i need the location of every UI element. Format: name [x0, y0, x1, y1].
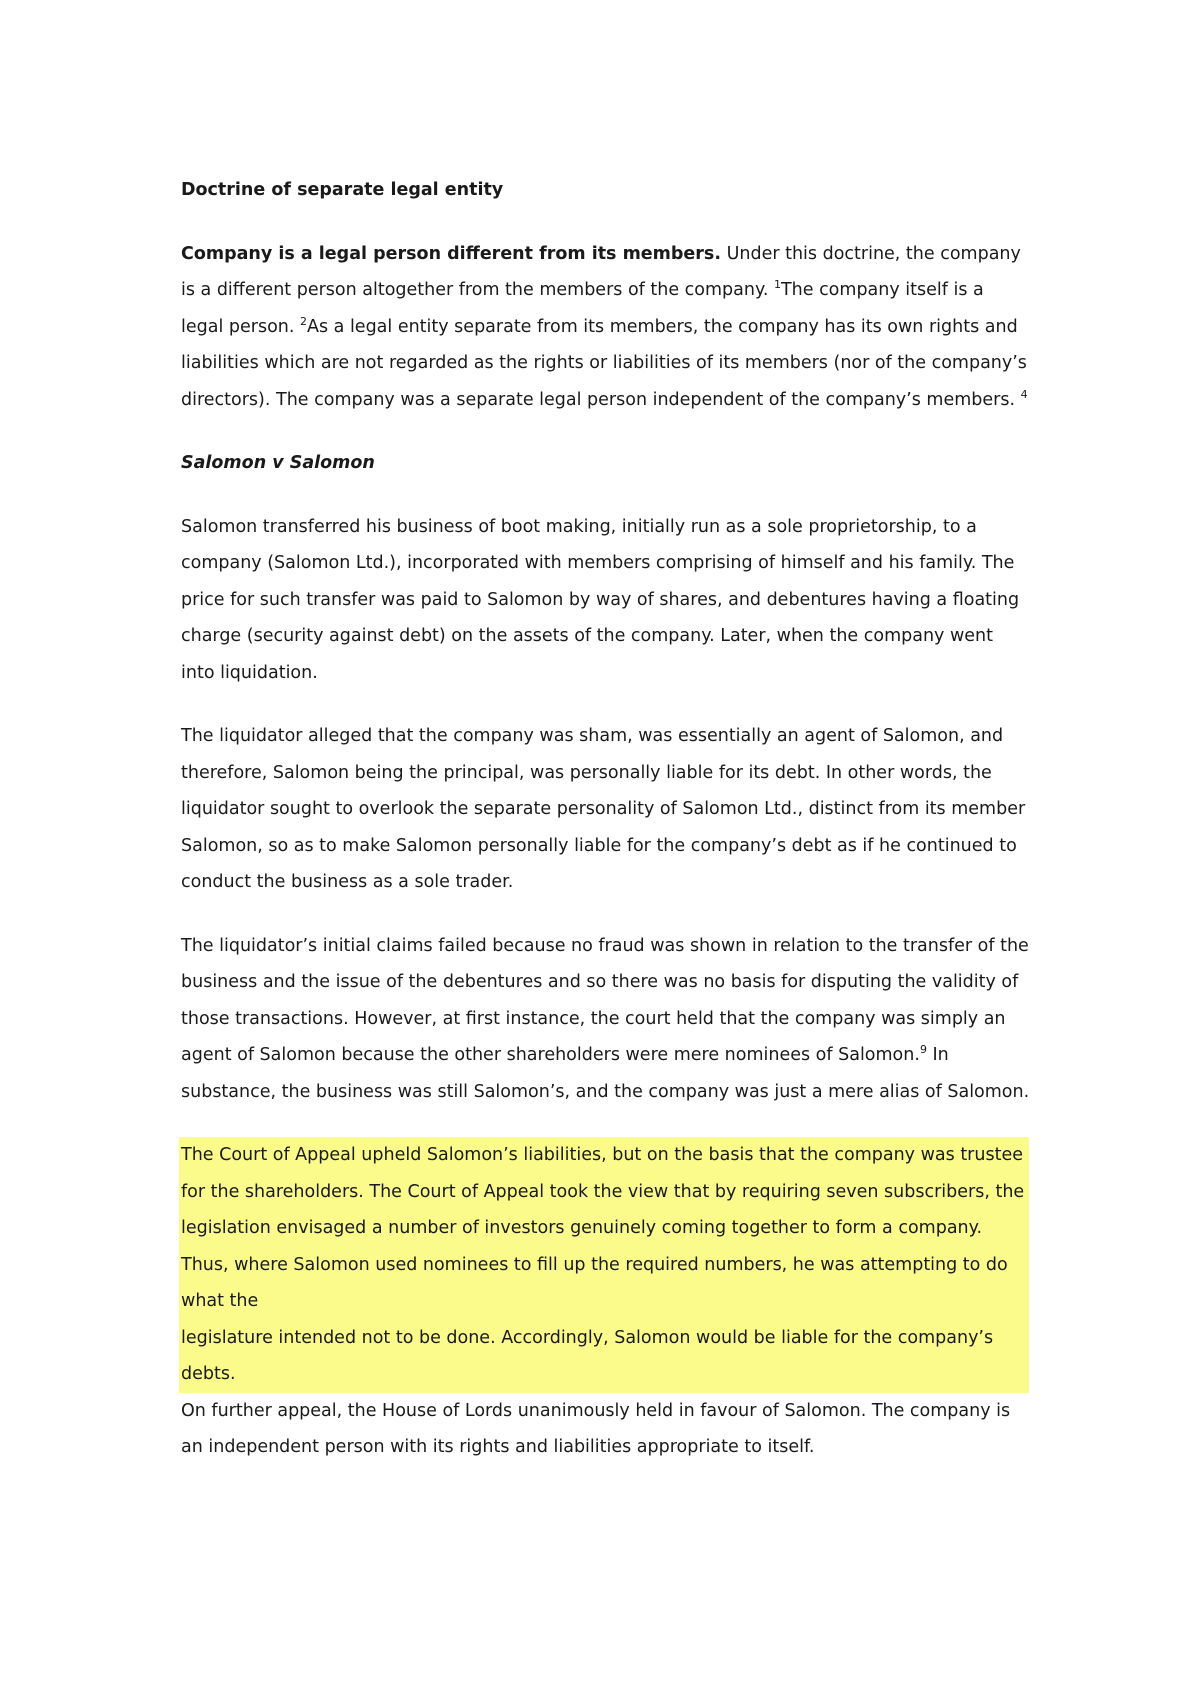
intro-paragraph	[181, 236, 1031, 419]
facts-paragraph: Salomon transferred his business of boot making, initially run as a sole proprietorship, to a company (Salomon Ltd.), incorporated with members comprising of himself and his family. The price for such transfer was paid to Salomon by way of shares, and debentures having a floating charge (security against debt) on the assets of the company. Later, when the company went into liquidation.	[181, 516, 1020, 683]
intro-text-2: The company itself is a legal person.	[181, 280, 984, 337]
house-of-lords-paragraph: On further appeal, the House of Lords unanimously held in favour of Salomon. The company is an independent person with its rights and liabilities appropriate to itself.	[181, 1400, 1011, 1457]
footnote-ref-9: 9	[919, 1043, 927, 1057]
footnote-ref-2: 2	[300, 314, 307, 328]
intro-text-1: Under this doctrine, the company is a different person altogether from the members of the company.	[181, 243, 1021, 300]
claims-paragraph	[181, 928, 1031, 1111]
appeal-text-part-1: The Court of Appeal upheld Salomon’s liabilities, but on the basis that the company was trustee for the shareholders. The Court of Appeal took the view that by requiring seven subscribers, the legislation envisaged a number of investors genuinely coming together to form a company. Thus, where Salomon used nominees to fill up the required numbers, he was attempting to do what the	[181, 1145, 1025, 1311]
footnote-ref-1: 1	[773, 278, 781, 292]
document-title: Doctrine of separate legal entity	[181, 180, 504, 200]
claims-text-2: In substance, the business was still Salomon’s, and the company was just a mere alias of Salomon.	[181, 1045, 1030, 1102]
footnote-ref-4: 4	[1020, 387, 1028, 401]
intro-text-3: As a legal entity separate from its members, the company has its own rights and liabilities which are not regarded as the rights or liabilities of its members (nor of the company’s directors). The company was a separate legal person independent of the company’s members.	[181, 316, 1027, 410]
highlighted-appeal-paragraph	[179, 1137, 1029, 1393]
case-heading: Salomon v Salomon	[181, 453, 375, 473]
liquidator-paragraph: The liquidator alleged that the company was sham, was essentially an agent of Salomon, and therefore, Salomon being the principal, was personally liable for its debt. In other words, the liquidator sought to overlook the separate personality of Salomon Ltd., distinct from its member Salomon, so as to make Salomon personally liable for the company’s debt as if he continued to conduct the business as a sole trader.	[181, 726, 1026, 892]
document-body	[181, 172, 1031, 1466]
intro-lead: Company is a legal person different from its members.	[181, 243, 721, 264]
claims-text-1: The liquidator’s initial claims failed because no fraud was shown in relation to the transfer of the business and the issue of the debentures and so there was no basis for disputing the validity of those transactions. However, at first instance, the court held that the company was simply an agent of Salomon because the other shareholders were mere nominees of Salomon.	[181, 935, 1029, 1065]
appeal-text-part-2: legislature intended not to be done. Accordingly, Salomon would be liable for the company’s debts.	[181, 1327, 994, 1384]
